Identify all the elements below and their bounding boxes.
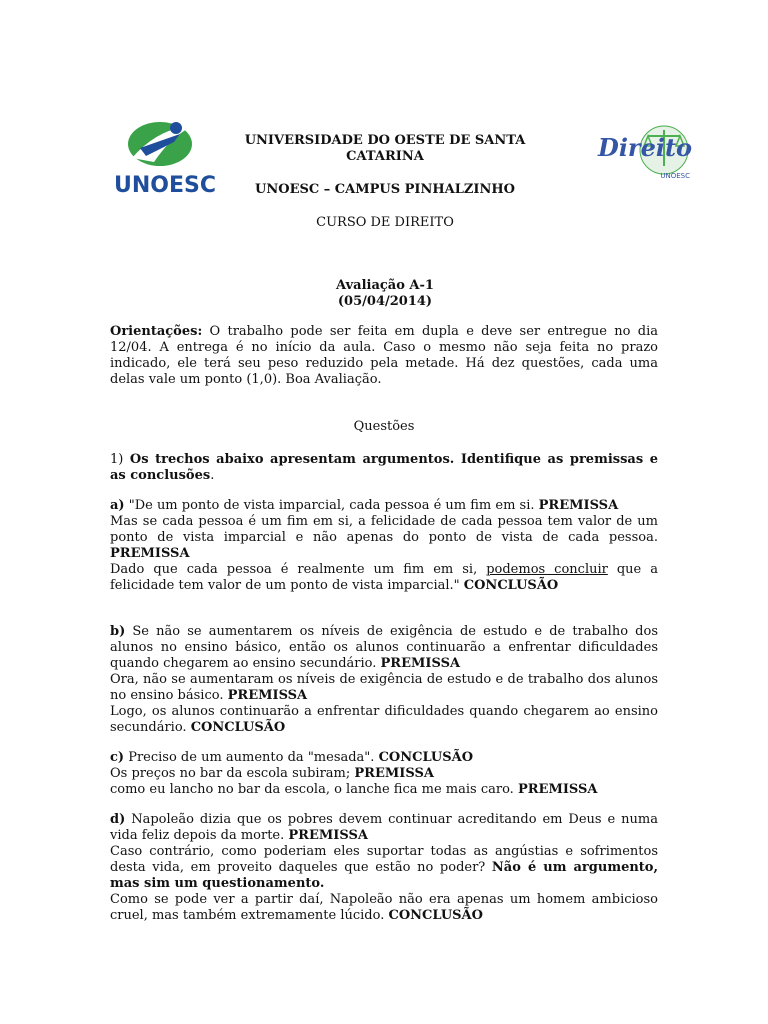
item-b-tag-2: PREMISSA (227, 688, 308, 703)
item-a (110, 498, 658, 594)
orientations-paragraph (110, 324, 658, 388)
item-b-sentence-1: Se não se aumentarem os níveis de exigência de estudo e de trabalho dos alunos no ensino básico, então os alunos continuarão a enfrentar dificuldades quando chegarem ao ensino secundário. (110, 624, 658, 671)
item-c-tag-2: PREMISSA (354, 766, 434, 781)
item-d-sentence-2: Caso contrário, como poderiam eles suportar todas as angústias e sofrimentos desta vida, em proveito daqueles que estão no poder? (110, 844, 658, 875)
direito-logo-text: Direito (598, 133, 693, 162)
university-name-line2: CATARINA (346, 149, 424, 164)
item-d-tag-3: CONCLUSÃO (388, 908, 483, 923)
item-c-sentence-1: Preciso de um aumento da "mesada". (124, 750, 379, 765)
direito-logo (594, 122, 704, 184)
unoesc-logo-text: UNOESC (114, 173, 216, 198)
item-d-tag-1: PREMISSA (288, 828, 368, 843)
questions-heading: Questões (353, 419, 415, 434)
question-1-text: Os trechos abaixo apresentam argumentos. Identifique as premissas e as conclusões (110, 452, 658, 483)
university-name (215, 133, 555, 165)
item-a-sentence-3b: que a felicidade tem valor de um ponto de vista imparcial." (110, 562, 658, 593)
item-a-sentence-2: Mas se cada pessoa é um fim em si, a felicidade de cada pessoa tem valor de um ponto de vista imparcial e não apenas do ponto de vista de cada pessoa. (110, 514, 658, 545)
unoesc-logo (110, 118, 220, 198)
evaluation-name: Avaliação A-1 (336, 278, 434, 293)
item-a-underlined: podemos concluir (486, 562, 608, 577)
item-d-sentence-1: Napoleão dizia que os pobres devem continuar acreditando em Deus e numa vida feliz depois da morte. (110, 812, 658, 843)
item-c (110, 750, 658, 798)
item-a-tag-2: PREMISSA (110, 546, 190, 561)
item-a-sentence-1: "De um ponto de vista imparcial, cada pessoa é um fim em si. (124, 498, 539, 513)
item-d (110, 812, 658, 924)
item-a-label: a) (110, 498, 125, 513)
item-b (110, 624, 658, 736)
item-c-tag-1: CONCLUSÃO (378, 750, 474, 765)
item-b-sentence-2: Ora, não se aumentaram os níveis de exigência de estudo e de trabalho dos alunos no ensino básico. (110, 672, 658, 703)
item-a-tag-3: CONCLUSÃO (463, 578, 559, 593)
item-c-sentence-3: como eu lancho no bar da escola, o lanche fica me mais caro. (110, 782, 518, 797)
item-b-sentence-3: Logo, os alunos continuarão a enfrentar dificuldades quando chegarem ao ensino secundário. (110, 704, 658, 735)
item-b-tag-1: PREMISSA (380, 656, 461, 671)
item-a-sentence-3a: Dado que cada pessoa é realmente um fim em si, (110, 562, 487, 577)
evaluation-title (215, 278, 555, 310)
direito-logo-subtext: UNOESC (660, 172, 690, 180)
evaluation-date: (05/04/2014) (337, 294, 433, 309)
question-1 (110, 452, 658, 484)
item-b-label: b) (110, 624, 126, 639)
item-a-tag-1: PREMISSA (538, 498, 619, 513)
item-c-label: c) (110, 750, 125, 765)
question-1-end: . (210, 468, 215, 483)
item-d-label: d) (110, 812, 126, 827)
question-1-number: 1) (110, 452, 124, 467)
orientations-label: Orientações: (110, 324, 203, 339)
campus-name: UNOESC – CAMPUS PINHALZINHO (255, 182, 515, 197)
university-name-line1: UNIVERSIDADE DO OESTE DE SANTA (244, 133, 526, 148)
orientations-text: O trabalho pode ser feita em dupla e deve ser entregue no dia 12/04. A entrega é no início da aula. Caso o mesmo não seja feita no prazo indicado, ele terá seu peso reduzido pela metade. Há dez questões, cada uma delas vale um ponto (1,0). Boa Avaliação. (110, 324, 658, 387)
item-c-tag-3: PREMISSA (517, 782, 598, 797)
item-c-sentence-2: Os preços no bar da escola subiram; (110, 766, 355, 781)
item-d-tag-2: Não é um argumento, mas sim um questionamento. (110, 860, 658, 891)
item-b-tag-3: CONCLUSÃO (190, 720, 286, 735)
item-d-sentence-3: Como se pode ver a partir daí, Napoleão não era apenas um homem ambicioso cruel, mas também extremamente lúcido. (110, 892, 658, 923)
course-name: CURSO DE DIREITO (316, 215, 454, 230)
